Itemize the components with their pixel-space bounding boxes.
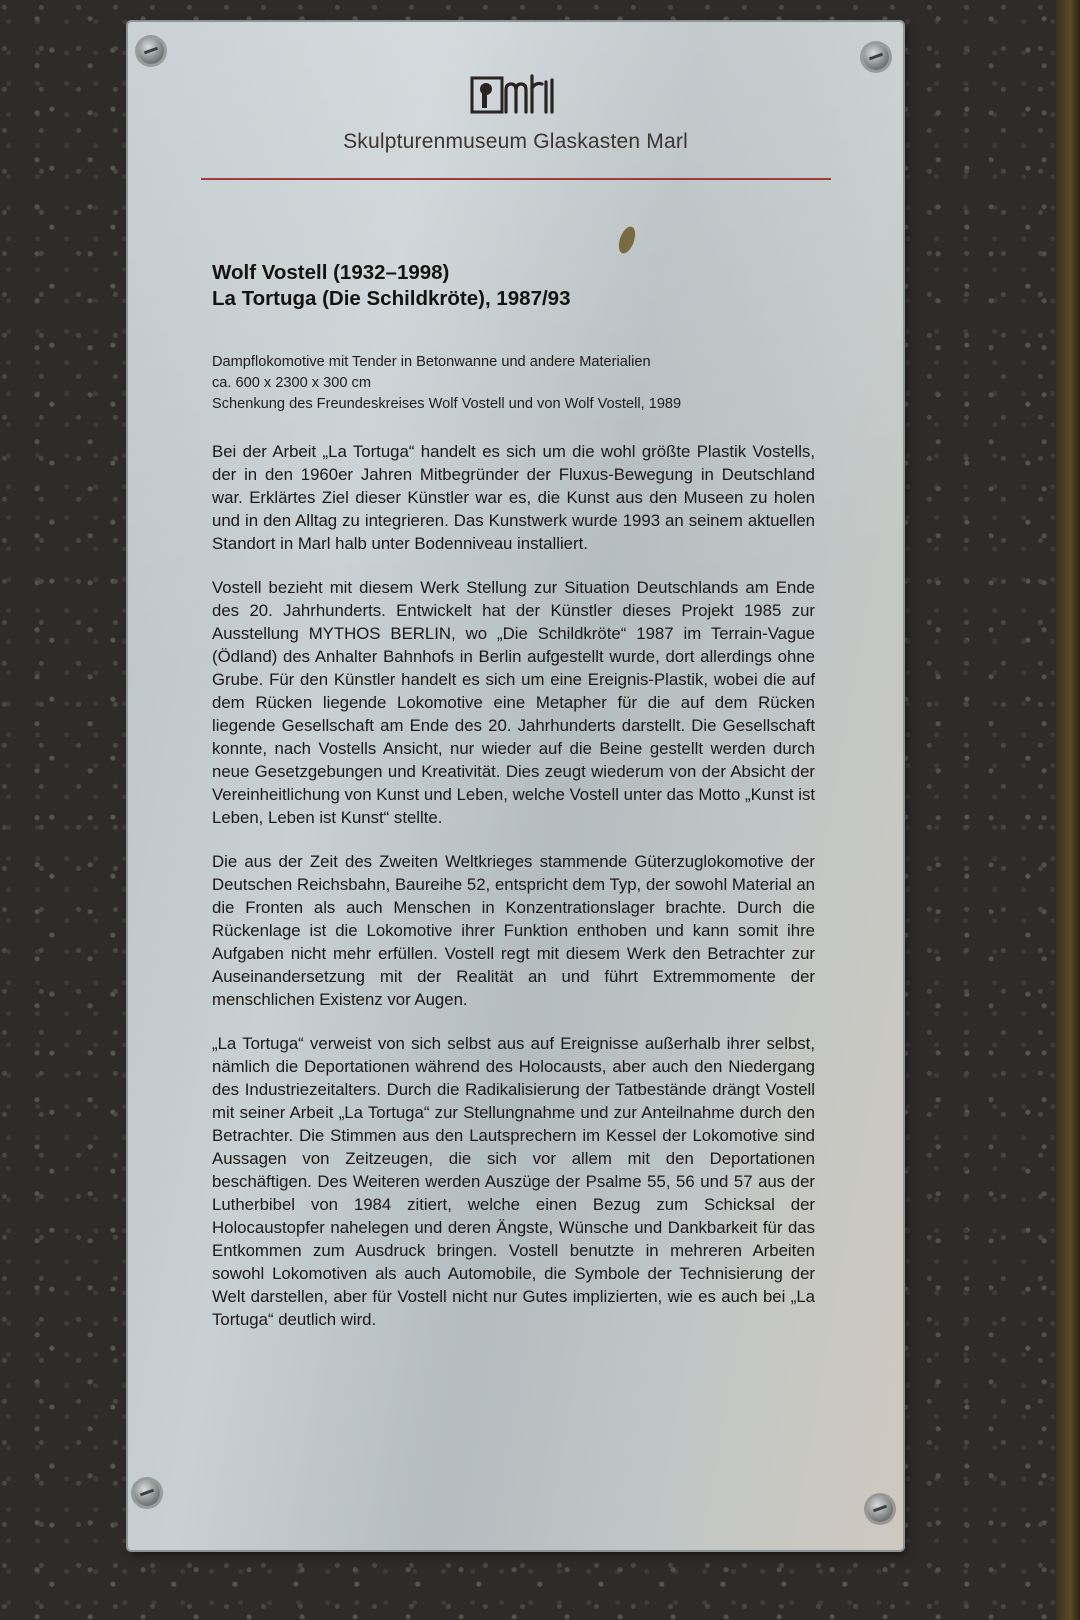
paragraph: Vostell bezieht mit diesem Werk Stellung zur Situation Deutschlands am Ende des 20. Jahrhunderts. Entwickelt hat der Künstler dieses Projekt 1985 zur Ausstellung MYTHOS BERLIN, wo „Die Schildkröte“ 1987 im Terrain-Vague (Ödland) des Anhalter Bahnhofs in Berlin aufgestellt wurde, dort allerdings ohne Grube. Für den Künstler handelt es sich um eine Ereignis-Plastik, wobei die auf dem Rücken liegende Lokomotive eine Metapher für die auf dem Rücken liegende Gesellschaft am Ende des 20. Jahrhunderts darstellt. Die Gesellschaft konnte, nach Vostells Ansicht, nur wieder auf die Beine gestellt werden durch neue Gesetzgebungen und Kreativität. Dies zeugt wiederum von der Absicht der Vereinheitlichung von Kunst und Leben, welche Vostell unter das Motto „Kunst ist Leben, Leben ist Kunst“ stellte. [212, 578, 815, 827]
screw-top-right [863, 44, 889, 70]
donation-line: Schenkung des Freundeskreises Wolf Vostell und von Wolf Vostell, 1989 [212, 396, 682, 412]
materials-line: Dampflokomotive mit Tender in Betonwanne und andere Materialien [212, 354, 651, 370]
title-line: La Tortuga (Die Schildkröte), 1987/93 [212, 287, 571, 310]
screw-top-left [138, 38, 164, 64]
paragraph: Bei der Arbeit „La Tortuga“ handelt es sich um die wohl größte Plastik Vostells, der in den 1960er Jahren Mitbegründer der Fluxus-Bewegung in Deutschland war. Erklärtes Ziel dieser Künstler war es, die Kunst aus den Museen zu holen und in den Alltag zu integrieren. Das Kunstwerk wurde 1993 an seinem aktuellen Standort in Marl halb unter Bodenniveau installiert. [212, 442, 815, 553]
museum-plaque [128, 22, 903, 1550]
screw-bottom-left [134, 1480, 160, 1506]
paragraph: „La Tortuga“ verweist von sich selbst aus auf Ereignisse außerhalb ihrer selbst, nämlich die Deportationen während des Holocausts, aber auch den Niedergang des Industriezeitalters. Durch die Radikalisierung der Tatbestände drängt Vostell mit seiner Arbeit „La Tortuga“ zur Stellungnahme und zur Anteilnahme durch den Betrachter. Die Stimmen aus den Lautsprechern im Kessel der Lokomotive sind Aussagen von Zeitzeugen, die sich vor allem mit den Deportationen beschäftigen. Des Weiteren werden Auszüge der Psalme 55, 56 und 57 aus der Lutherbibel von 1984 zitiert, welche einen Bezug zum Schicksal der Holocaustopfer nahelegen und deren Ängste, Wünsche und Dankbarkeit für das Entkommen zum Ausdruck bringen. Vostell benutzte in mehreren Arbeiten sowohl Lokomotiven als auch Automobile, die Symbole der Technisierung der Welt darstellen, aber für Vostell nicht nur Gutes implizierten, wie es auch bei „La Tortuga“ deutlich wird. [212, 1034, 815, 1329]
marl-logo-icon [470, 72, 562, 118]
museum-name: Skulpturenmuseum Glaskasten Marl [343, 130, 688, 153]
dimensions-line: ca. 600 x 2300 x 300 cm [212, 375, 372, 391]
artwork-heading [212, 260, 570, 312]
background-foliage-edge [1056, 0, 1080, 1620]
paragraph: Die aus der Zeit des Zweiten Weltkrieges stammende Güterzuglokomotive der Deutschen Reichsbahn, Baureihe 52, entspricht dem Typ, der sowohl Material an die Fronten als auch Menschen in Konzentrationslager brachte. Durch die Rückenlage ist die Lokomotive ihrer Funktion enthoben und kann somit ihre Aufgaben nicht mehr erfüllen. Vostell regt mit diesem Werk den Betrachter zur Auseinandersetzung mit der Realität an und führt Extremmomente der menschlichen Existenz vor Augen. [212, 852, 815, 1009]
screw-bottom-right [867, 1496, 893, 1522]
divider-rule [201, 178, 831, 180]
stain-mark [616, 224, 639, 255]
description-text [212, 440, 815, 1352]
artwork-metadata [212, 352, 681, 415]
artist-line: Wolf Vostell (1932–1998) [212, 261, 450, 284]
